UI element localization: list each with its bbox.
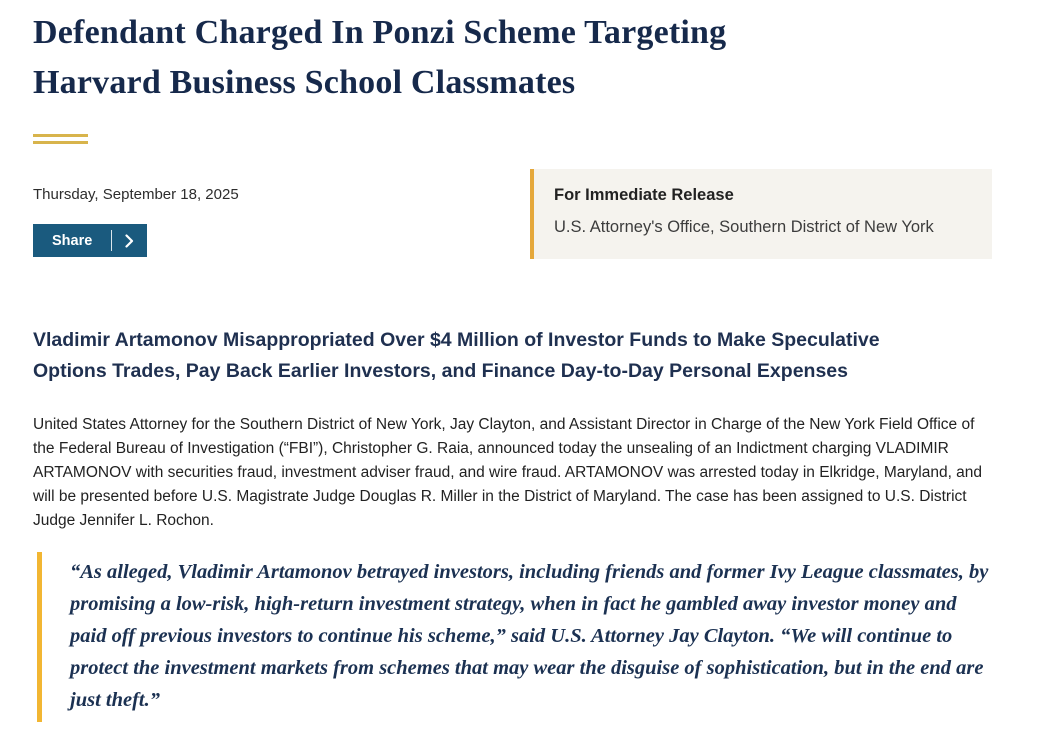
article-subheadline: Vladimir Artamonov Misappropriated Over $4 Million of Investor Funds to Make Speculative Options Trades, Pay Back Earlier Investors, and Finance Day-to-Day Personal Expenses [33,329,880,382]
gold-divider-bar [33,134,88,137]
release-office: U.S. Attorney's Office, Southern District of New York [554,218,934,236]
meta-row [33,169,1028,259]
gold-divider [33,134,88,144]
article-paragraph: United States Attorney for the Southern District of New York, Jay Clayton, and Assistant Director in Charge of the New York Field Office of the Federal Bureau of Investigation (“FBI”), Christopher G. Raia, announced today the unsealing of an Indictment charging VLADIMIR ARTAMONOV with securities fraud, investment adviser fraud, and wire fraud. ARTAMONOV was arrested today in Elkridge, Maryland, and will be presented before U.S. Magistrate Judge Douglas R. Miller in the District of Maryland. The case has been assigned to U.S. District Judge Jennifer L. Rochon. [33,416,983,529]
share-button-label: Share [52,232,93,249]
for-immediate-release-box [530,169,992,259]
pull-quote [37,552,1028,722]
gold-divider-bar [33,141,88,144]
page-title: Defendant Charged In Ponzi Scheme Targeting Harvard Business School Classmates [33,14,727,101]
meta-left-column [33,169,530,257]
chevron-right-icon [125,234,134,248]
share-button[interactable] [33,224,147,257]
share-dropdown-toggle[interactable] [112,224,147,257]
release-heading: For Immediate Release [554,186,734,204]
pull-quote-text: “As alleged, Vladimir Artamonov betrayed investors, including friends and former Ivy League classmates, by promising a low-risk, high-return investment strategy, when in fact he gambled away investor money and paid off previous investors to continue his scheme,” said U.S. Attorney Jay Clayton. “We will continue to protect the investment markets from schemes that may wear the disguise of sophistication, but in the end are just theft.” [70,561,989,711]
release-date: Thursday, September 18, 2025 [33,186,239,203]
